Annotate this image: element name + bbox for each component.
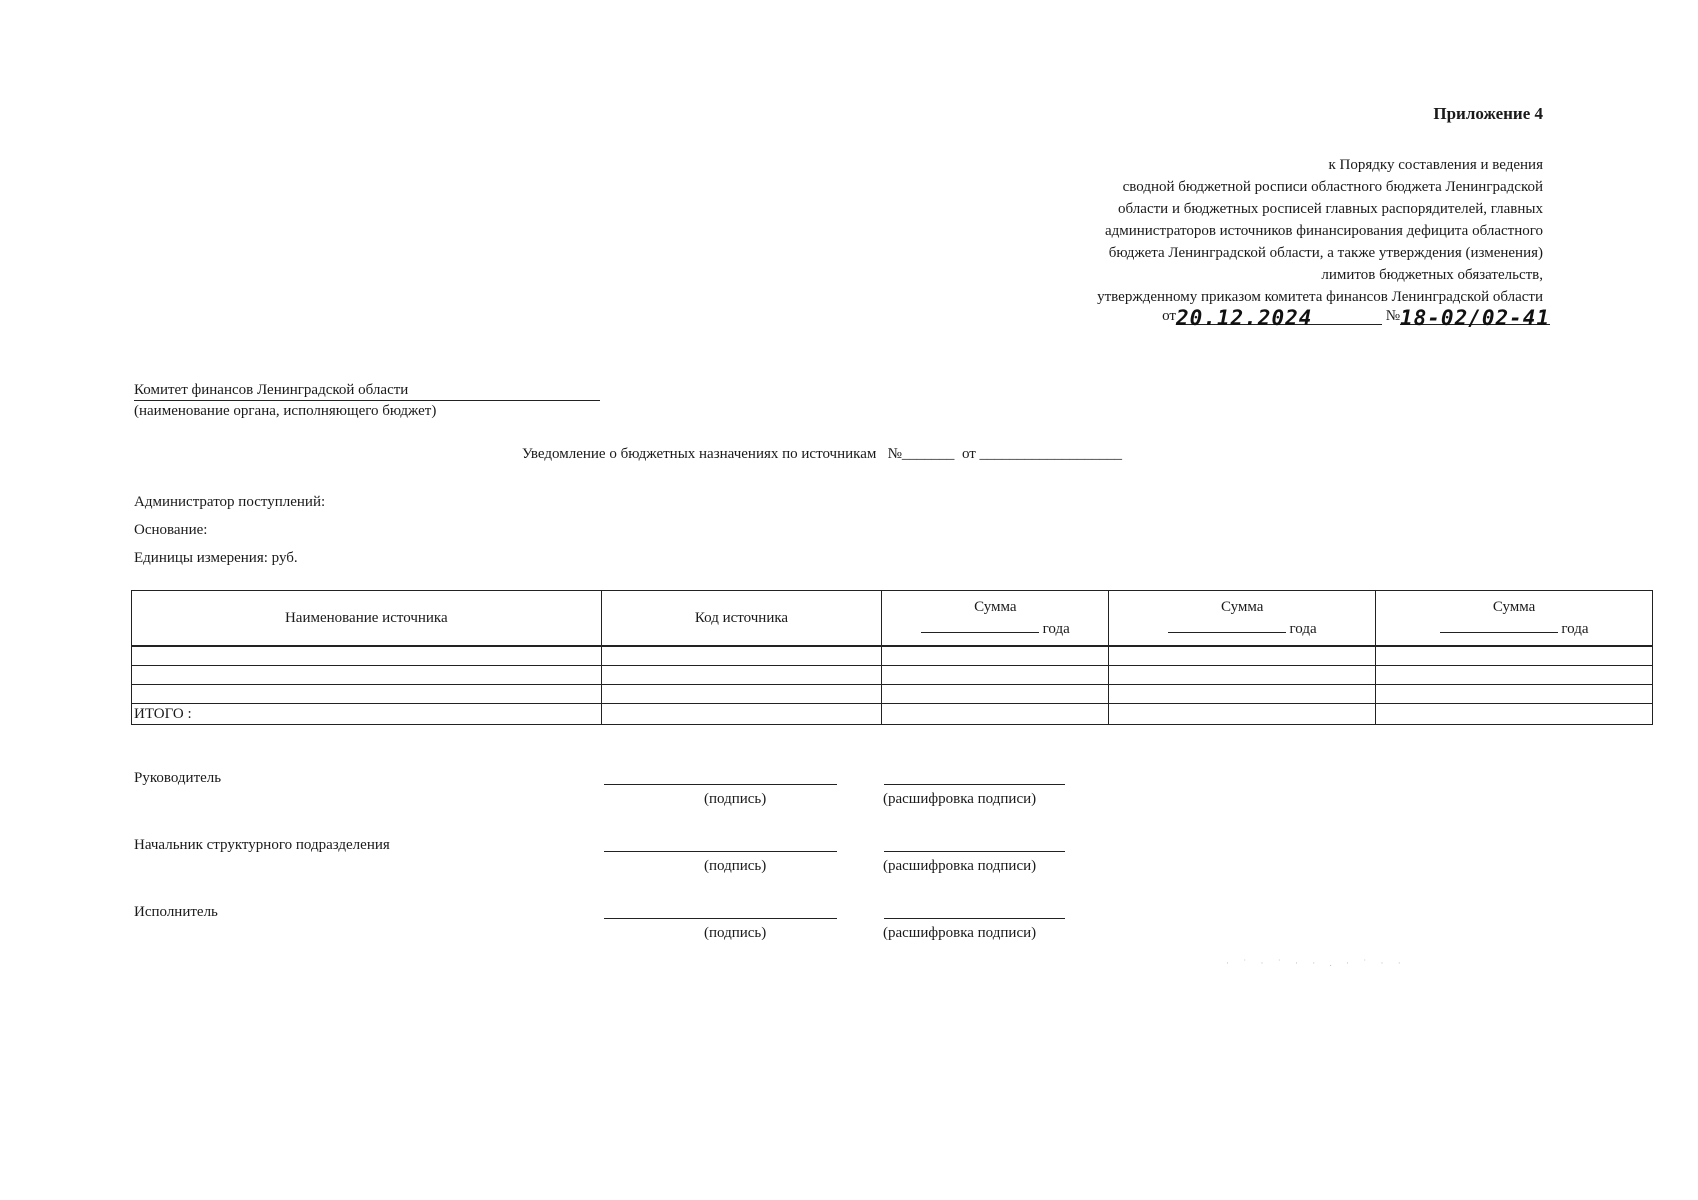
header-sum-label: Сумма <box>1492 599 1536 615</box>
signature-decode-caption: (расшифровка подписи) <box>883 858 1037 874</box>
appendix-line: сводной бюджетной росписи областного бюджета Ленинградской <box>1122 179 1543 195</box>
appendix-line: области и бюджетных росписей главных распорядителей, главных <box>1118 201 1543 217</box>
table-header-row <box>132 591 1653 647</box>
header-sum-label: Сумма <box>974 599 1017 615</box>
order-date-number <box>1162 306 1551 330</box>
table-cell <box>1376 685 1653 704</box>
table-cell <box>1376 704 1653 725</box>
total-label: ИТОГО : <box>132 704 602 725</box>
organ-name: Комитет финансов Ленинградской области <box>134 380 600 401</box>
sources-table <box>131 590 1653 725</box>
appendix-title: Приложение 4 <box>1433 104 1543 123</box>
table-cell <box>601 685 882 704</box>
order-date-handwritten: 20.12.2024 <box>1175 306 1313 330</box>
signature-line <box>604 850 837 852</box>
table-cell <box>882 646 1109 666</box>
table-cell <box>601 666 882 685</box>
signature-role-executor: Исполнитель <box>134 904 218 920</box>
table-row <box>132 666 1653 685</box>
signature-role-head: Руководитель <box>134 770 222 786</box>
header-source-name: Наименование источника <box>132 591 602 647</box>
table-cell <box>882 704 1109 725</box>
appendix-line: утвержденному приказом комитета финансов Ленинградской области <box>1097 289 1543 305</box>
table-row <box>132 685 1653 704</box>
table-cell <box>1109 666 1376 685</box>
signature-role-department: Начальник структурного подразделения <box>134 837 390 853</box>
notice-title-text: Уведомление о бюджетных назначениях по источникам <box>522 446 877 462</box>
table-cell <box>1376 646 1653 666</box>
table-cell <box>1376 666 1653 685</box>
signature-decode-line <box>884 850 1065 852</box>
order-number-prefix: № <box>1385 308 1400 324</box>
header-sum-year-2 <box>1109 591 1376 647</box>
order-number-handwritten: 18-02/02-41 <box>1400 306 1551 330</box>
signature-caption: (подпись) <box>704 858 767 874</box>
appendix-line: администраторов источников финансирования дефицита областного <box>1104 223 1543 239</box>
signature-decode-caption: (расшифровка подписи) <box>883 925 1037 941</box>
order-number-field <box>1400 306 1551 330</box>
table-cell <box>132 646 602 666</box>
table-total-row <box>132 704 1653 725</box>
table-cell <box>1109 685 1376 704</box>
signature-decode-line <box>884 783 1065 785</box>
table-cell <box>132 685 602 704</box>
table-cell <box>1109 646 1376 666</box>
scan-artifact: · ˙ · ˙ · · . · ˙ · · <box>1226 958 1407 968</box>
table-cell <box>882 685 1109 704</box>
header-source-code: Код источника <box>601 591 882 647</box>
year-blank <box>921 618 1039 633</box>
notice-date: от ___________________ <box>961 446 1123 462</box>
year-blank <box>1440 618 1558 633</box>
header-year-label: года <box>1289 621 1317 637</box>
signature-decode-caption: (расшифровка подписи) <box>883 791 1037 807</box>
order-date-field <box>1175 306 1382 330</box>
header-year-label: года <box>1561 621 1589 637</box>
appendix-line: лимитов бюджетных обязательств, <box>1321 267 1543 283</box>
year-blank <box>1168 618 1286 633</box>
appendix-reference <box>983 154 1543 308</box>
header-sum-label: Сумма <box>1220 599 1264 615</box>
table-cell <box>601 646 882 666</box>
notice-number: №_______ <box>887 446 955 462</box>
header-year-label: года <box>1042 621 1070 637</box>
appendix-line: бюджета Ленинградской области, а также утверждения (изменения) <box>1108 245 1543 261</box>
appendix-line: к Порядку составления и ведения <box>1328 157 1543 173</box>
table-cell <box>601 704 882 725</box>
table-cell <box>132 666 602 685</box>
signature-line <box>604 783 837 785</box>
organ-caption: (наименование органа, исполняющего бюджет) <box>134 403 437 419</box>
basis-field: Основание: <box>134 522 208 538</box>
signature-decode-line <box>884 917 1065 919</box>
units-field: Единицы измерения: руб. <box>134 550 298 566</box>
signature-caption: (подпись) <box>704 925 767 941</box>
notice-title <box>522 446 1122 463</box>
table-cell <box>882 666 1109 685</box>
table-cell <box>1109 704 1376 725</box>
order-date-prefix: от <box>1162 308 1176 324</box>
header-sum-year-3 <box>1376 591 1653 647</box>
header-sum-year-1 <box>882 591 1109 647</box>
administrator-field: Администратор поступлений: <box>134 494 326 510</box>
table-row <box>132 646 1653 666</box>
signature-line <box>604 917 837 919</box>
signature-caption: (подпись) <box>704 791 767 807</box>
